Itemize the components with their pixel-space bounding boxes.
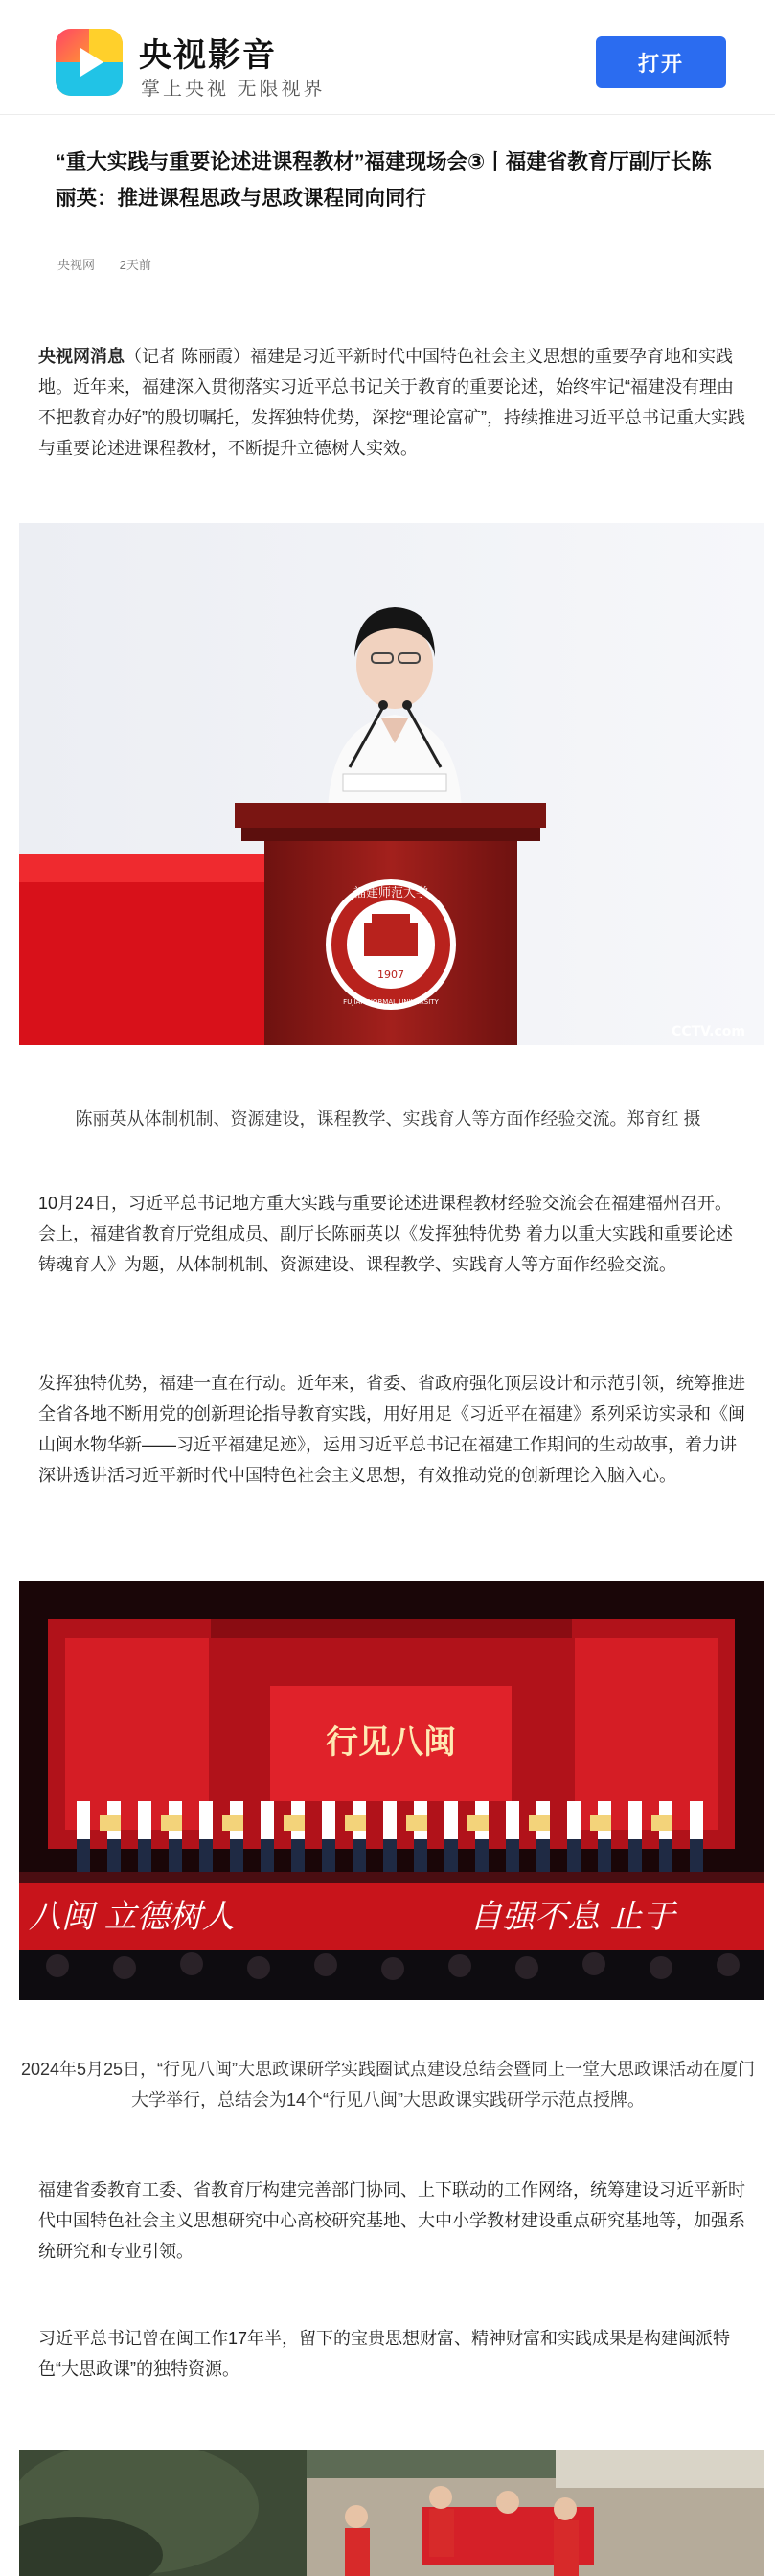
stage-led-right: 自强不息 止于 [469, 1898, 675, 1936]
podium-emblem-text: 福建师范大学 [353, 886, 429, 900]
article-paragraph-2: 10月24日，习近平总书记地方重大实践与重要论述进课程教材经验交流会在福建福州召开。会上，福建省教育厅党组成员、副厅长陈丽英以《发挥独特优势 着力以重大实践和重要论述铸魂育人》为题，从体制机制、资源建设、课程教学、实践育人等方面作经验交流。 [38, 1194, 733, 1274]
photo-caption-2: 2024年5月25日，“行见八闽”大思政课研学实践圈试点建设总结会暨同上一堂大思政课活动在厦门大学举行，总结会为14个“行见八闽”大思政课实践研学示范点授牌。 [20, 2060, 756, 2109]
photo-caption-1: 陈丽英从体制机制、资源建设，课程教学、实践育人等方面作经验交流。郑育红 摄 [75, 1109, 701, 1128]
open-app-button[interactable]: 打开 [596, 36, 726, 88]
app-slogan: 掌上央视 无限视界 [141, 79, 326, 100]
article-title: “重大实践与重要论述进课程教材”福建现场会③丨福建省教育厅副厅长陈丽英：推进课程思政与思政课程同向同行 [56, 150, 712, 210]
article-meta [57, 255, 172, 273]
article-source[interactable]: 央视网 [57, 258, 96, 272]
article-paragraph-4: 福建省委教育工委、省教育厅构建完善部门协同、上下联动的工作网络，统筹建设习近平新时代中国特色社会主义思想研究中心高校研究基地、大中小学教材建设重点研究基地等，加强系统研究和专业引领。 [38, 2180, 745, 2261]
outdoor-group-photo [19, 2450, 764, 2576]
app-name: 央视影音 [139, 37, 277, 74]
app-download-banner [0, 0, 775, 115]
stage-title: 行见八闽 [326, 1723, 456, 1762]
paragraph-1-text: （记者 陈丽霞）福建是习近平新时代中国特色社会主义思想的重要孕育地和实践地。近年来，福建深入贯彻落实习近平总书记关于教育的重要论述，始终牢记“福建没有理由不把教育办好”的殷切嘱托，发挥独特优势，深挖“理论富矿”，持续推进习近平总书记重大实践与重要论述进课程教材，不断提升立德树人实效。 [38, 347, 745, 458]
article-paragraph-5: 习近平总书记曾在闽工作17年半，留下的宝贵思想财富、精神财富和实践成果是构建闽派特色“大思政课”的独特资源。 [38, 2329, 731, 2379]
speaker-photo [19, 523, 764, 1045]
lead-source: 央视网消息 [38, 347, 125, 366]
stage-led-left: 八闽 立德树人 [29, 1898, 235, 1936]
podium-emblem-en: FUJIAN NORMAL UNIVERSITY [343, 998, 439, 1006]
award-ceremony-photo [19, 1581, 764, 2000]
article-paragraph-1 [38, 341, 747, 464]
cctv-watermark: CCTV.com [672, 1024, 745, 1039]
article-paragraph-3: 发挥独特优势，福建一直在行动。近年来，省委、省政府强化顶层设计和示范引领，统筹推进全省各地不断用党的创新理论指导教育实践，用好用足《习近平在福建》系列采访实录和《闽山闽水物华新——习近平福建足迹》，运用习近平总书记在福建工作期间的生动故事，着力讲深讲透讲活习近平新时代中国特色社会主义思想，有效推动党的创新理论入脑入心。 [38, 1374, 745, 1485]
article-time: 2天前 [119, 258, 151, 272]
cctv-video-app-icon[interactable] [56, 29, 123, 96]
podium-emblem-year: 1907 [377, 969, 404, 981]
